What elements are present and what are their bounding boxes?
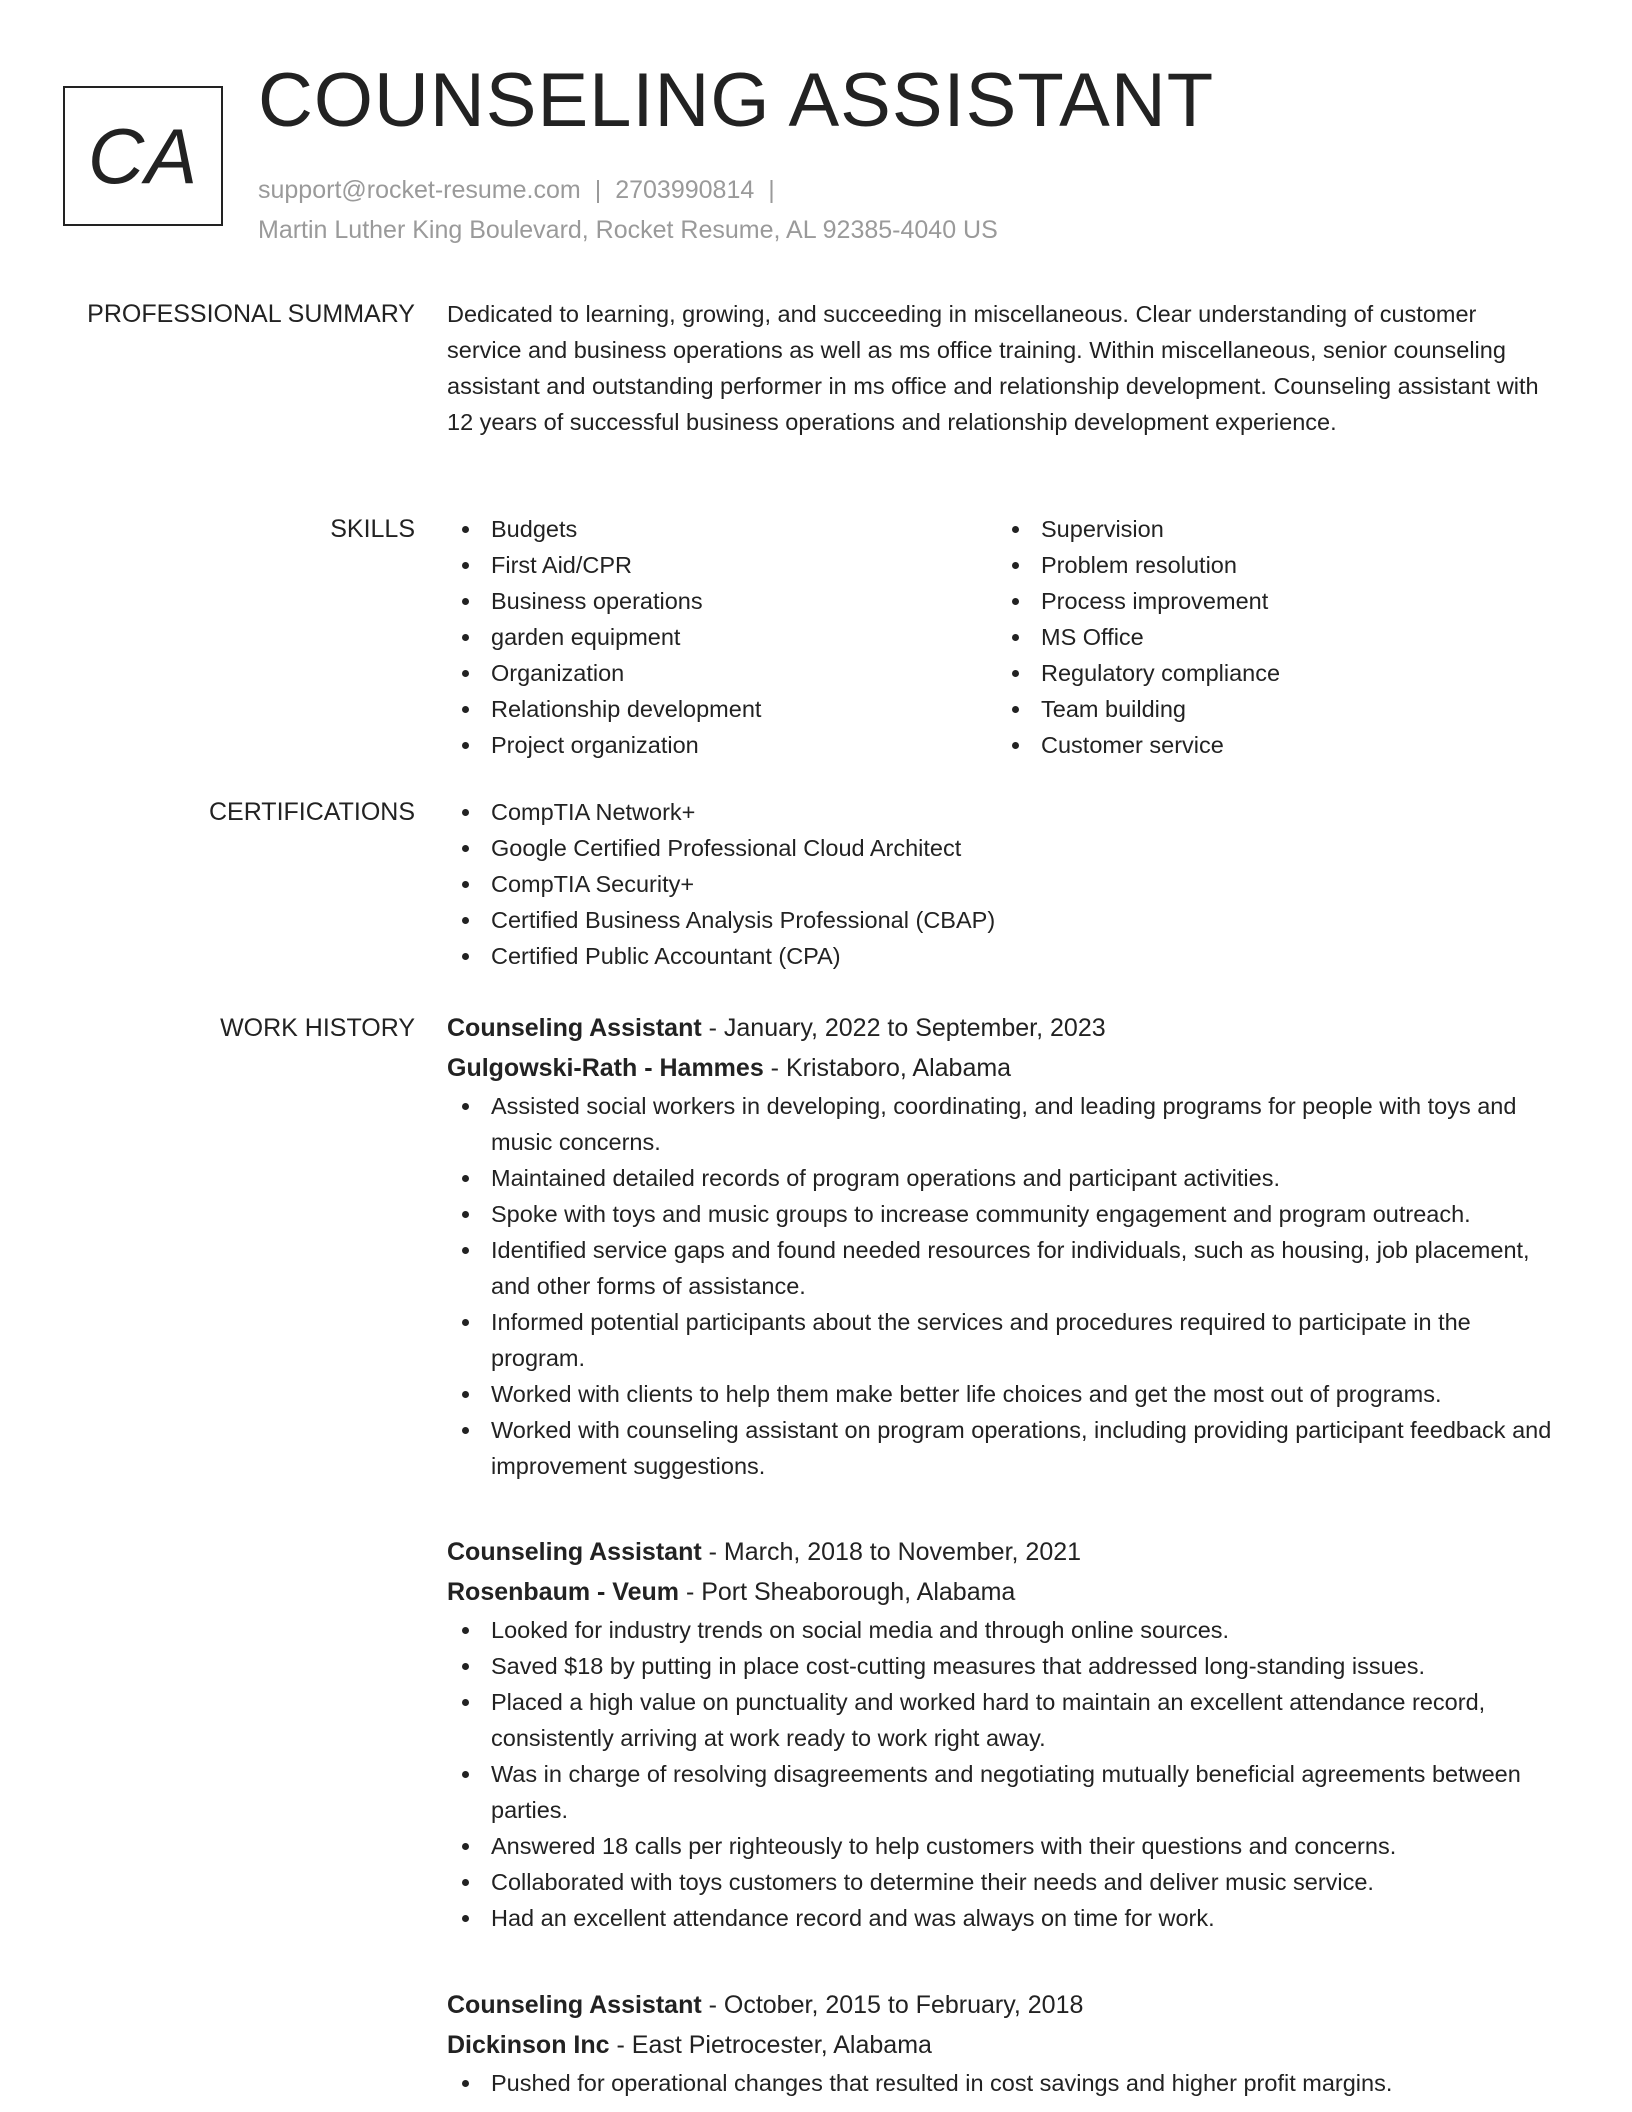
job-bullet: Identified service gaps and found needed resources for individuals, such as housing, job placement, and other forms of assistance. [447,1232,1557,1304]
certification-item: Certified Business Analysis Professional (CBAP) [447,902,1557,938]
contact-phone[interactable]: 2703990814 [615,176,755,204]
job-bullet: Saved $18 by putting in place cost-cutting measures that addressed long-standing issues. [447,1648,1557,1684]
skill-item: Process improvement [997,583,1557,619]
job-company: Dickinson Inc [447,2031,610,2059]
skill-item: Regulatory compliance [997,655,1557,691]
separator: | [768,176,775,204]
contact-email[interactable]: support@rocket-resume.com [258,176,581,204]
section-summary [447,296,1557,440]
certification-item: CompTIA Security+ [447,866,1557,902]
summary-text: Dedicated to learning, growing, and succeeding in miscellaneous. Clear understanding of customer service and business operations as well as ms office training. Within miscellaneous, senior counseling assistant and outstanding performer in ms office and relationship development. Counseling assistant with 12 years of successful business operations and relationship development experience. [447,301,1539,435]
skill-item: First Aid/CPR [447,547,997,583]
job-bullet: Maintained detailed records of program operations and participant activities. [447,1160,1557,1196]
job-dates: - January, 2022 to September, 2023 [701,1014,1106,1042]
section-skills [447,511,1557,763]
skill-item: Supervision [997,511,1557,547]
job-company-line [447,1572,1557,1612]
job-location: - East Pietrocester, Alabama [609,2031,932,2059]
separator: | [594,176,602,204]
skill-item: Team building [997,691,1557,727]
job-bullet: Placed a high value on punctuality and worked hard to maintain an excellent attendance record, consistently arriving at work ready to work right away. [447,1684,1557,1756]
section-label-skills: SKILLS [330,515,415,543]
skill-item: Budgets [447,511,997,547]
skills-list-left [447,511,997,763]
skill-item: Relationship development [447,691,997,727]
job-location: - Kristaboro, Alabama [763,1054,1012,1082]
job-entry [447,1985,1557,2101]
job-company-line [447,1048,1557,1088]
contact-line-1 [258,174,789,206]
skill-item: MS Office [997,619,1557,655]
contact-address: Martin Luther King Boulevard, Rocket Resume, AL 92385-4040 US [258,216,998,244]
job-bullet: Looked for industry trends on social media and through online sources. [447,1612,1557,1648]
skill-item: Customer service [997,727,1557,763]
job-bullet: Worked with clients to help them make better life choices and get the most out of programs. [447,1376,1557,1412]
section-label-work-history: WORK HISTORY [220,1014,415,1042]
section-label-summary: PROFESSIONAL SUMMARY [87,300,415,328]
job-bullet: Informed potential participants about the services and procedures required to participate in the program. [447,1304,1557,1376]
job-dates: - October, 2015 to February, 2018 [701,1991,1084,2019]
skill-item: Problem resolution [997,547,1557,583]
job-dates: - March, 2018 to November, 2021 [701,1538,1082,1566]
job-title: Counseling Assistant [447,1538,702,1566]
certification-item: Google Certified Professional Cloud Architect [447,830,1557,866]
job-title-line [447,1008,1557,1048]
skills-list-right [997,511,1557,763]
job-bullet: Assisted social workers in developing, coordinating, and leading programs for people with toys and music concerns. [447,1088,1557,1160]
certification-item: Certified Public Accountant (CPA) [447,938,1557,974]
skill-item: Business operations [447,583,997,619]
job-company-line [447,2025,1557,2065]
job-entry [447,1008,1557,1484]
resume-name-title: COUNSELING ASSISTANT [258,58,1215,143]
job-bullet: Worked with counseling assistant on program operations, including providing participant feedback and improvement suggestions. [447,1412,1557,1484]
job-bullet: Answered 18 calls per righteously to help customers with their questions and concerns. [447,1828,1557,1864]
skill-item: Organization [447,655,997,691]
job-title: Counseling Assistant [447,1014,702,1042]
monogram-badge [63,86,223,226]
skill-item: Project organization [447,727,997,763]
job-entry [447,1532,1557,1936]
job-title-line [447,1532,1557,1572]
job-bullet: Had an excellent attendance record and was always on time for work. [447,1900,1557,1936]
skill-item: garden equipment [447,619,997,655]
job-bullet: Spoke with toys and music groups to increase community engagement and program outreach. [447,1196,1557,1232]
job-bullet-list [447,1088,1557,1484]
section-certifications [447,794,1557,974]
job-bullet: Collaborated with toys customers to determine their needs and deliver music service. [447,1864,1557,1900]
certifications-list [447,794,1557,974]
skills-columns [447,511,1557,763]
job-location: - Port Sheaborough, Alabama [679,1578,1016,1606]
job-company: Gulgowski-Rath - Hammes [447,1054,764,1082]
job-title-line [447,1985,1557,2025]
section-label-certifications: CERTIFICATIONS [208,798,415,826]
job-title: Counseling Assistant [447,1991,702,2019]
job-bullet-list [447,1612,1557,1936]
monogram-initials: CA [87,111,199,200]
job-bullet: Pushed for operational changes that resulted in cost savings and higher profit margins. [447,2065,1557,2101]
job-bullet-list [447,2065,1557,2101]
job-company: Rosenbaum - Veum [447,1578,679,1606]
job-bullet: Was in charge of resolving disagreements and negotiating mutually beneficial agreements between parties. [447,1756,1557,1828]
certification-item: CompTIA Network+ [447,794,1557,830]
